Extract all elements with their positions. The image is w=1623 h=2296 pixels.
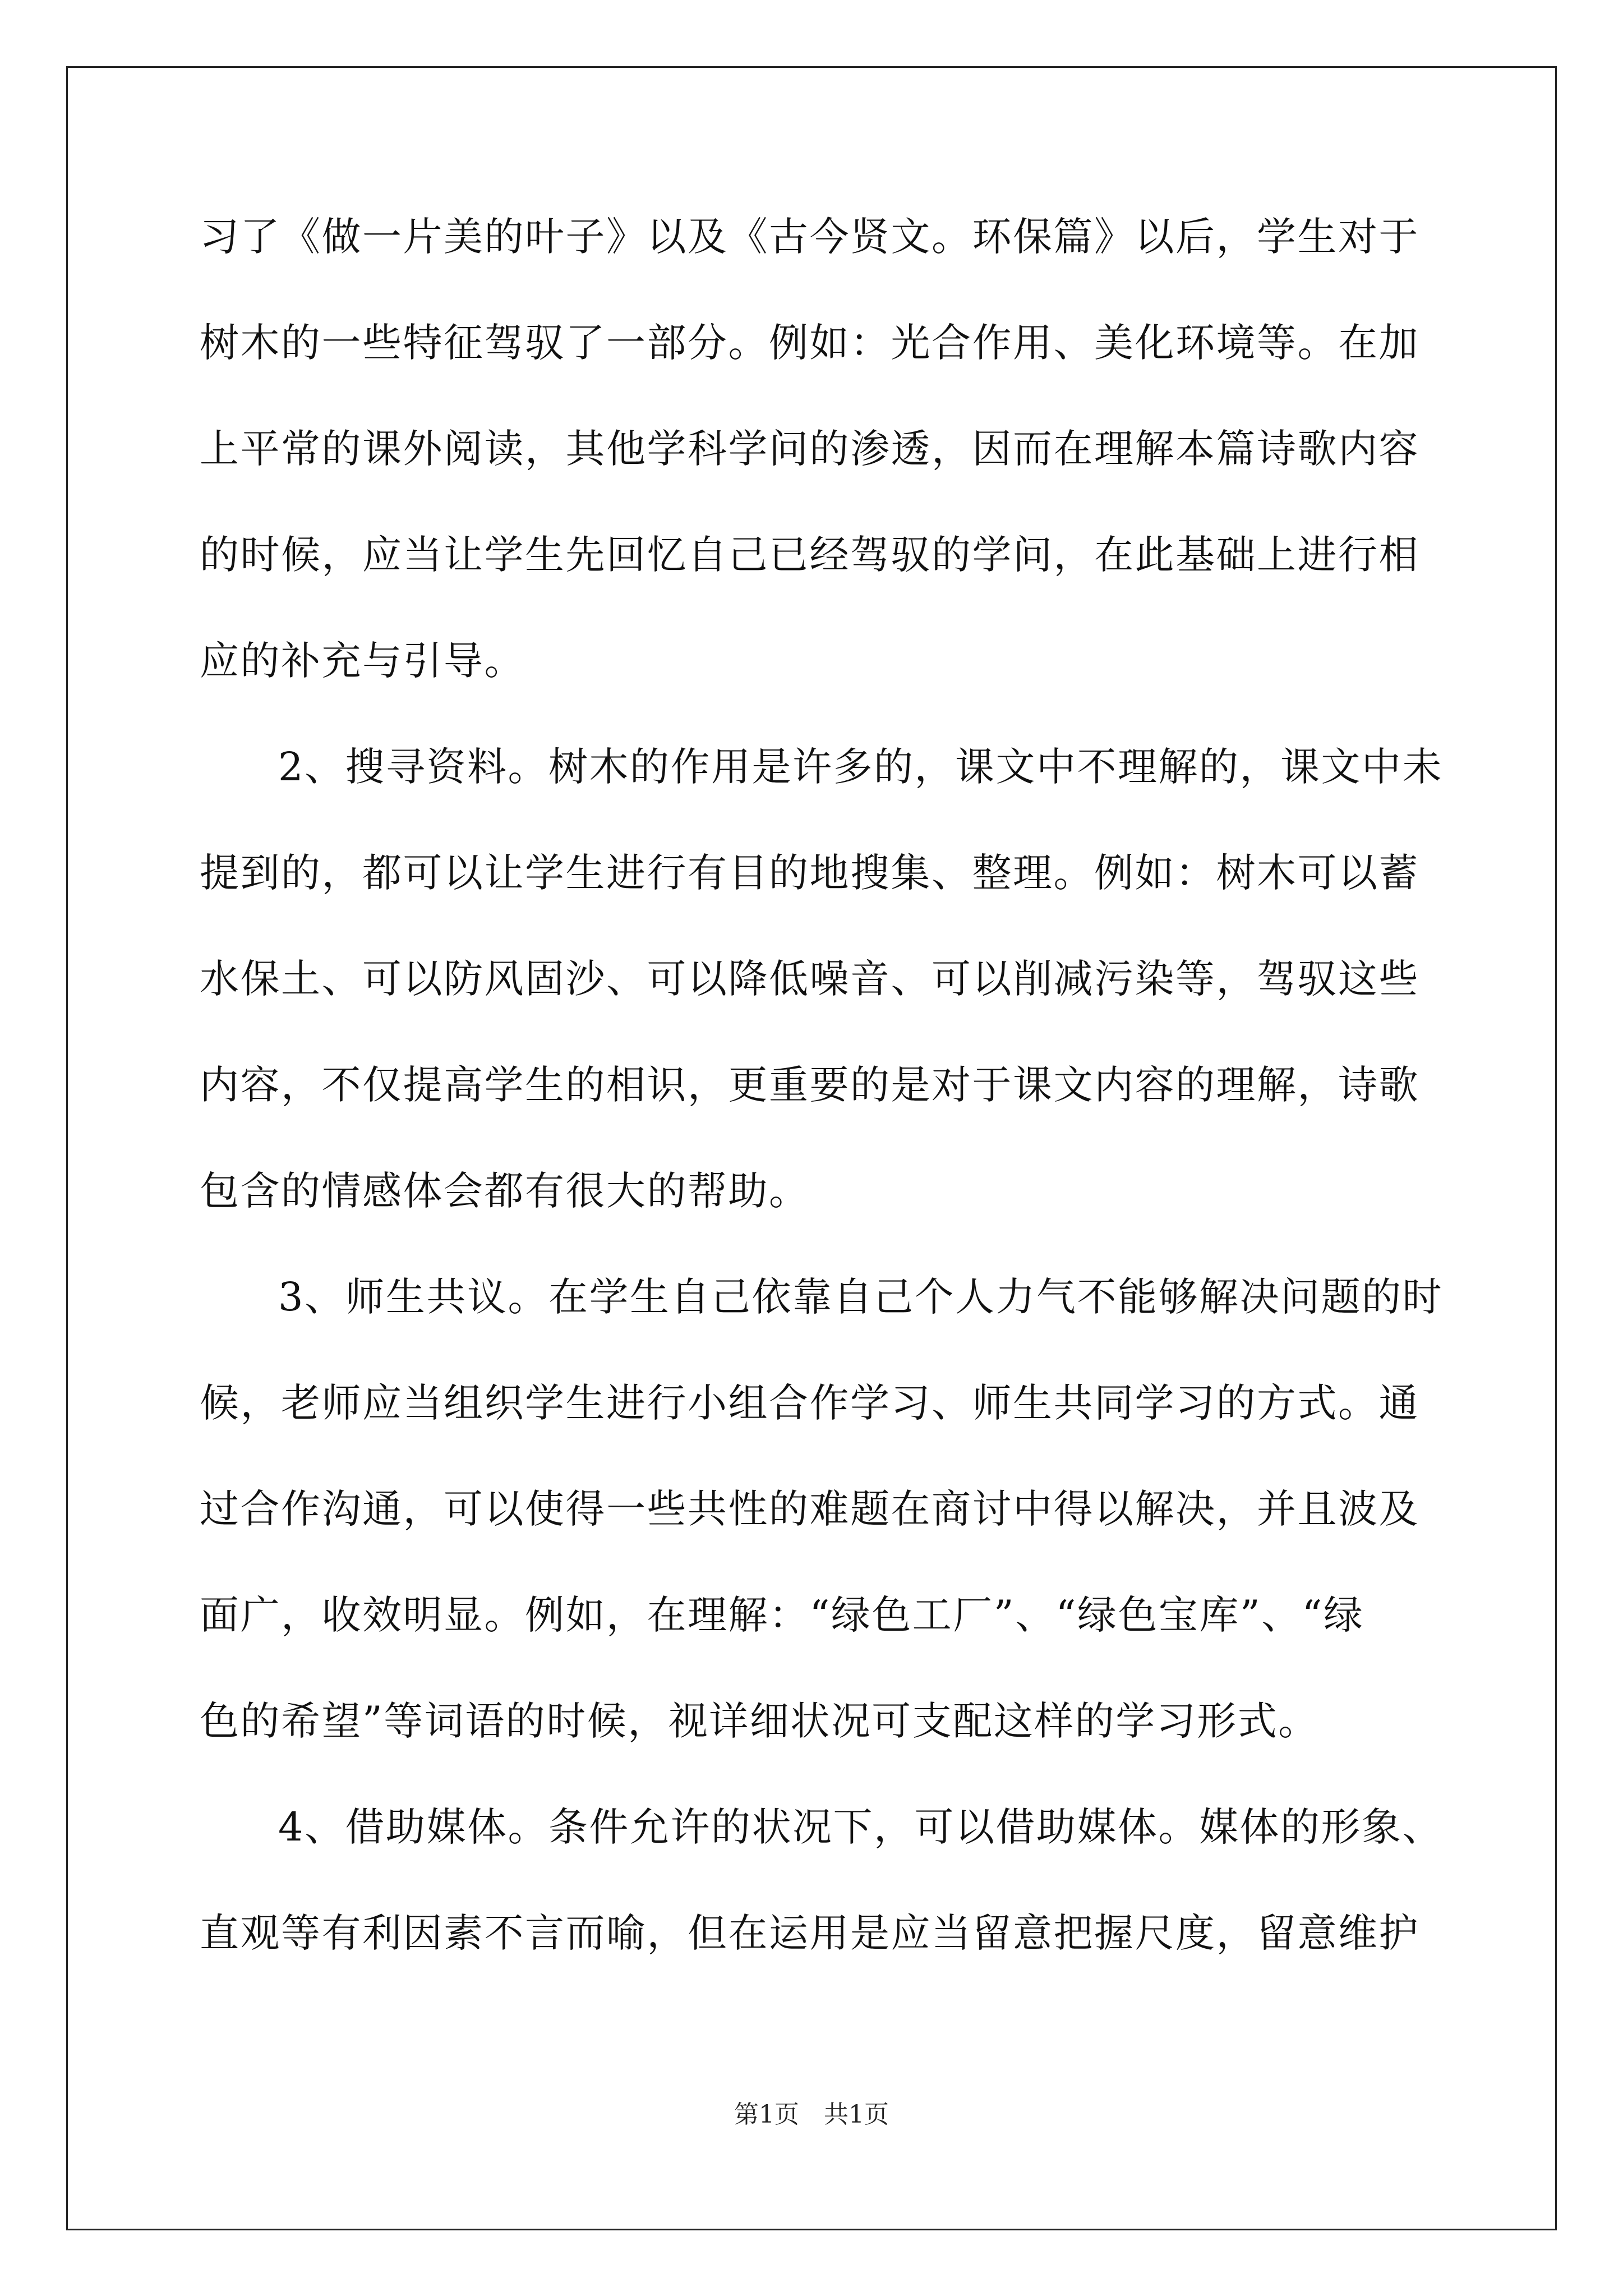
text-line: 应的补充与引导。 bbox=[200, 638, 525, 684]
text-line: 面广，收效明显。例如，在理解：“绿色工厂”、“绿色宝库”、“绿 bbox=[200, 1592, 1364, 1638]
text-line: 习了《做一片美的叶子》以及《古今贤文。环保篇》以后，学生对于 bbox=[200, 214, 1419, 260]
text-line: 包含的情感体会都有很大的帮助。 bbox=[200, 1168, 810, 1214]
text-line: 上平常的课外阅读，其他学科学问的渗透，因而在理解本篇诗歌内容 bbox=[200, 426, 1419, 472]
text-line: 色的希望”等词语的时候，视详细状况可支配这样的学习形式。 bbox=[200, 1698, 1319, 1744]
paragraph-4-start: 4、借助媒体。条件允许的状况下，可以借助媒体。媒体的形象、 bbox=[278, 1804, 1444, 1850]
text-line: 内容，不仅提高学生的相识，更重要的是对于课文内容的理解，诗歌 bbox=[200, 1062, 1419, 1108]
text-line: 的时候，应当让学生先回忆自己已经驾驭的学问，在此基础上进行相 bbox=[200, 532, 1419, 578]
text-line: 水保土、可以防风固沙、可以降低噪音、可以削减污染等，驾驭这些 bbox=[200, 956, 1419, 1002]
text-line: 直观等有利因素不言而喻，但在运用是应当留意把握尺度，留意维护 bbox=[200, 1910, 1419, 1956]
page-footer: 第1页 共1页 bbox=[734, 2100, 889, 2129]
text-line: 提到的，都可以让学生进行有目的地搜集、整理。例如：树木可以蓄 bbox=[200, 850, 1419, 896]
text-line: 树木的一些特征驾驭了一部分。例如：光合作用、美化环境等。在加 bbox=[200, 320, 1419, 366]
document-body bbox=[200, 209, 1444, 2011]
paragraph-3-start: 3、师生共议。在学生自己依靠自己个人力气不能够解决问题的时 bbox=[278, 1274, 1444, 1320]
paragraph-2-start: 2、搜寻资料。树木的作用是许多的，课文中不理解的，课文中未 bbox=[278, 744, 1444, 790]
text-line: 过合作沟通，可以使得一些共性的难题在商讨中得以解决，并且波及 bbox=[200, 1486, 1419, 1532]
text-line: 候，老师应当组织学生进行小组合作学习、师生共同学习的方式。通 bbox=[200, 1380, 1419, 1426]
